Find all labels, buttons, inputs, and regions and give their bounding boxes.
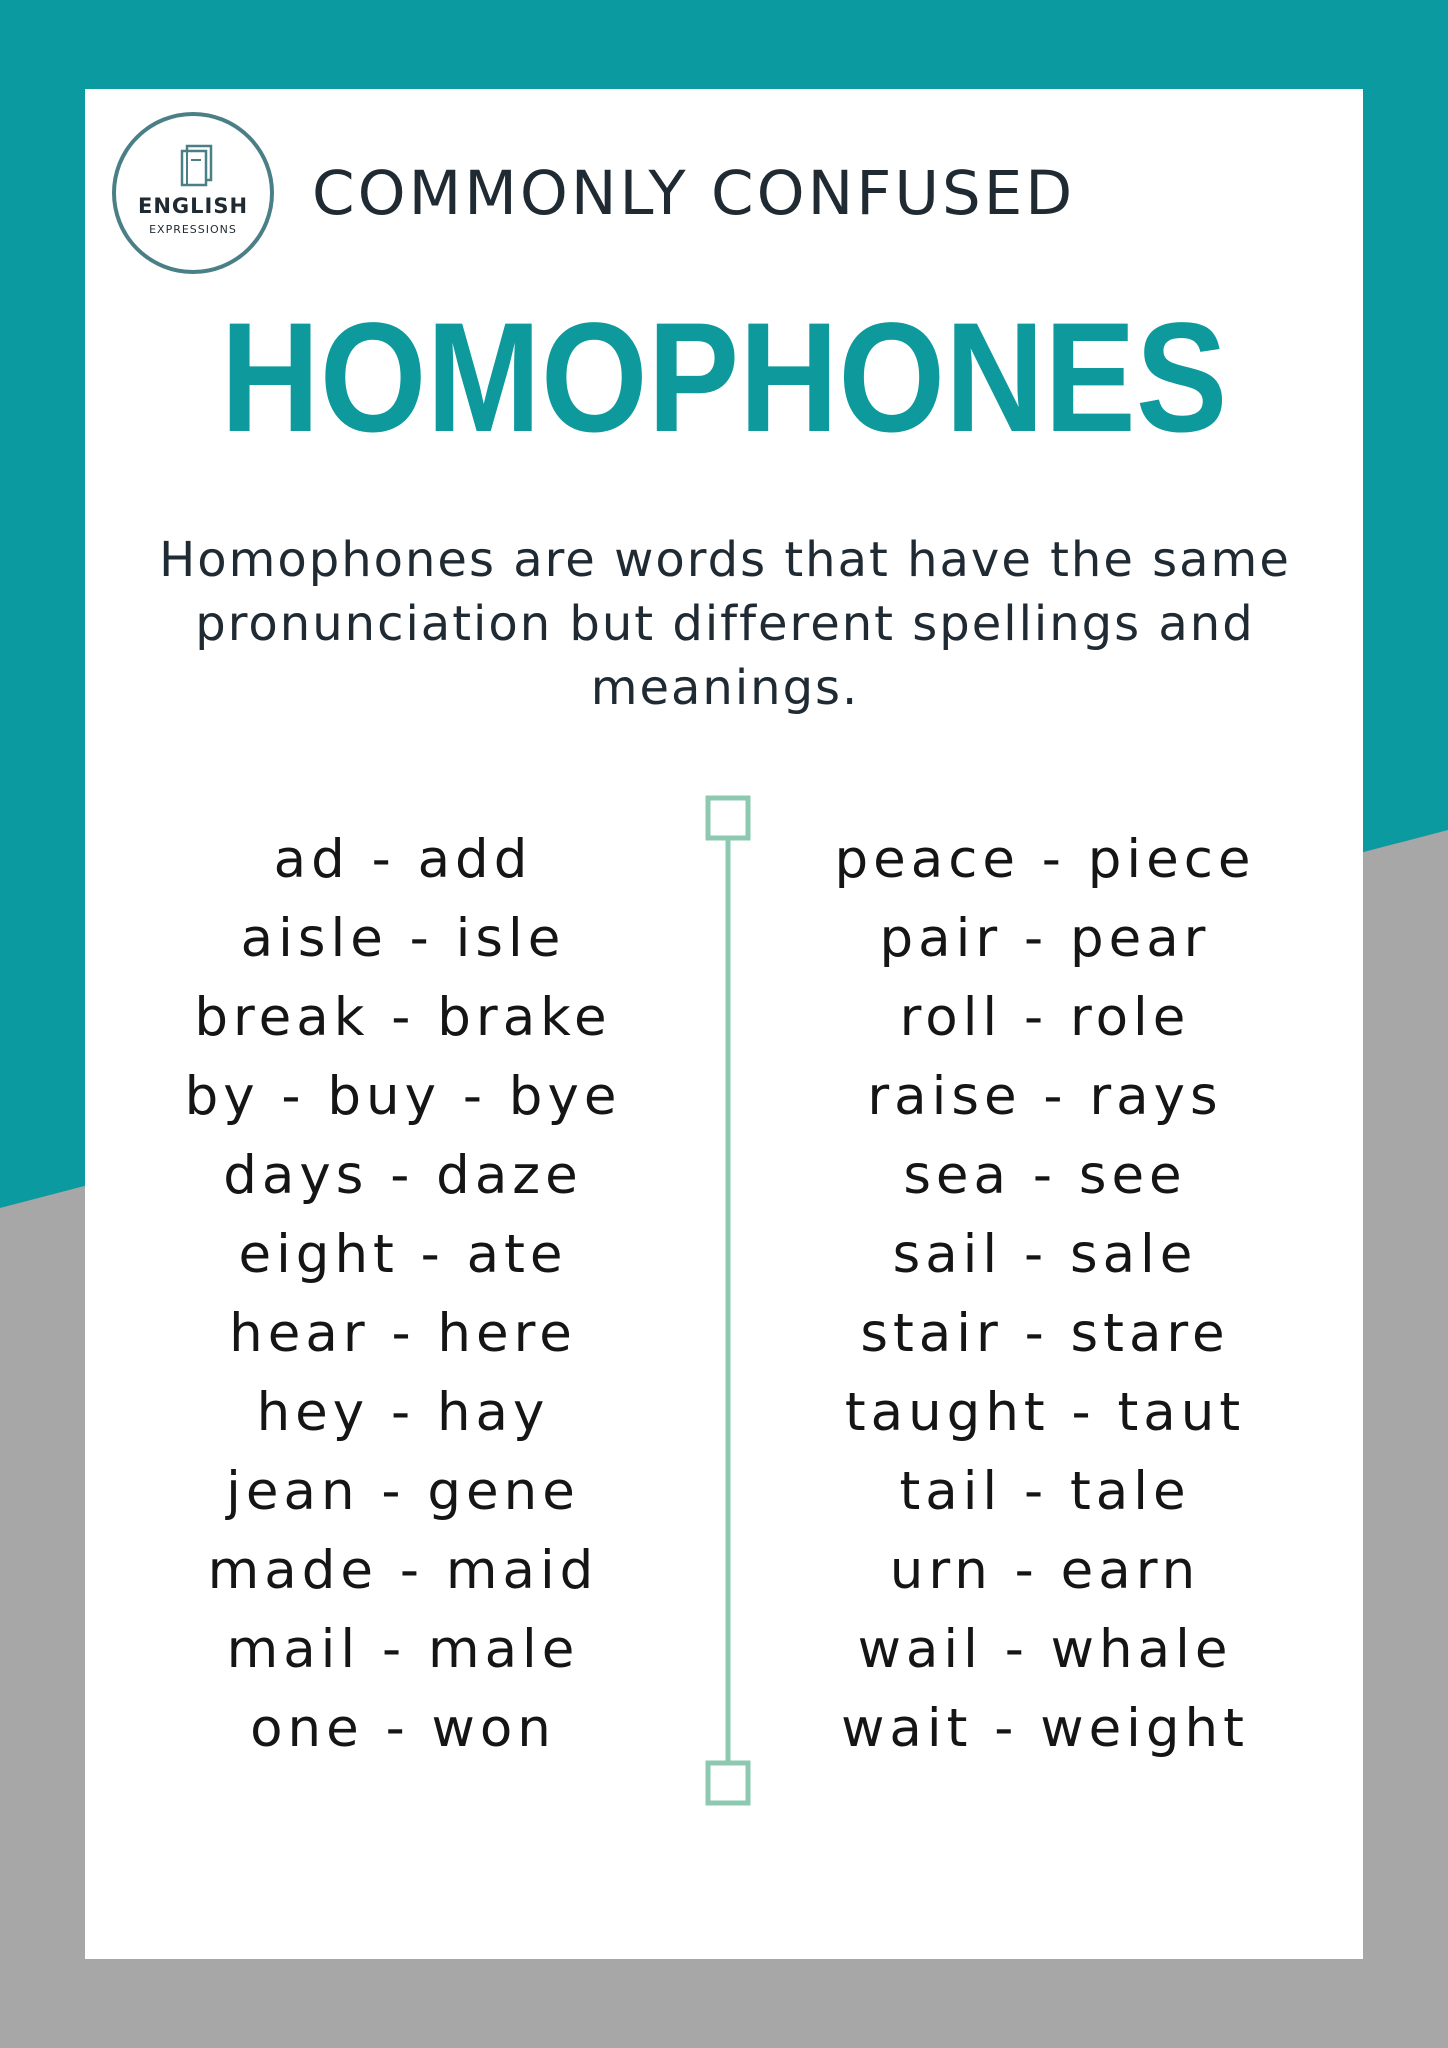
definition-text: Homophones are words that have the same pronunciation but different spellings and meanings. [159,532,1291,716]
word-pair: break - brake [194,987,612,1048]
kicker-heading: COMMONLY CONFUSED [312,158,1076,229]
logo [112,112,274,274]
word-pair: one - won [250,1698,556,1759]
word-pair: mail - male [226,1619,580,1680]
word-pair: aisle - isle [240,908,566,969]
word-pair: days - daze [223,1145,583,1206]
word-pair: stair - stare [860,1303,1230,1364]
logo-subtitle: EXPRESSIONS [149,223,237,236]
word-pair: sail - sale [892,1224,1198,1285]
page-title: HOMOPHONES [220,291,1228,465]
word-pair: jean - gene [226,1461,580,1522]
word-pair: wait - weight [841,1698,1249,1759]
word-pair: wail - whale [857,1619,1233,1680]
word-pair: raise - rays [867,1066,1223,1127]
logo-title: ENGLISH [137,194,249,218]
word-pair: ad - add [273,829,533,890]
left-word-list [93,820,713,1768]
word-pair: urn - earn [889,1540,1201,1601]
word-pair: by - buy - bye [184,1066,622,1127]
book-icon [179,144,215,188]
word-pair: hey - hay [256,1382,550,1443]
right-word-list [735,820,1355,1768]
divider-bottom-square [708,1763,748,1803]
word-pair: made - maid [207,1540,599,1601]
word-pair: roll - role [899,987,1191,1048]
word-pair: peace - piece [834,829,1256,890]
word-pair: tail - tale [899,1461,1191,1522]
word-pair: pair - pear [879,908,1211,969]
word-pair: taught - taut [844,1382,1246,1443]
word-pair: eight - ate [238,1224,568,1285]
word-pair: hear - here [229,1303,577,1364]
word-pair: sea - see [903,1145,1187,1206]
